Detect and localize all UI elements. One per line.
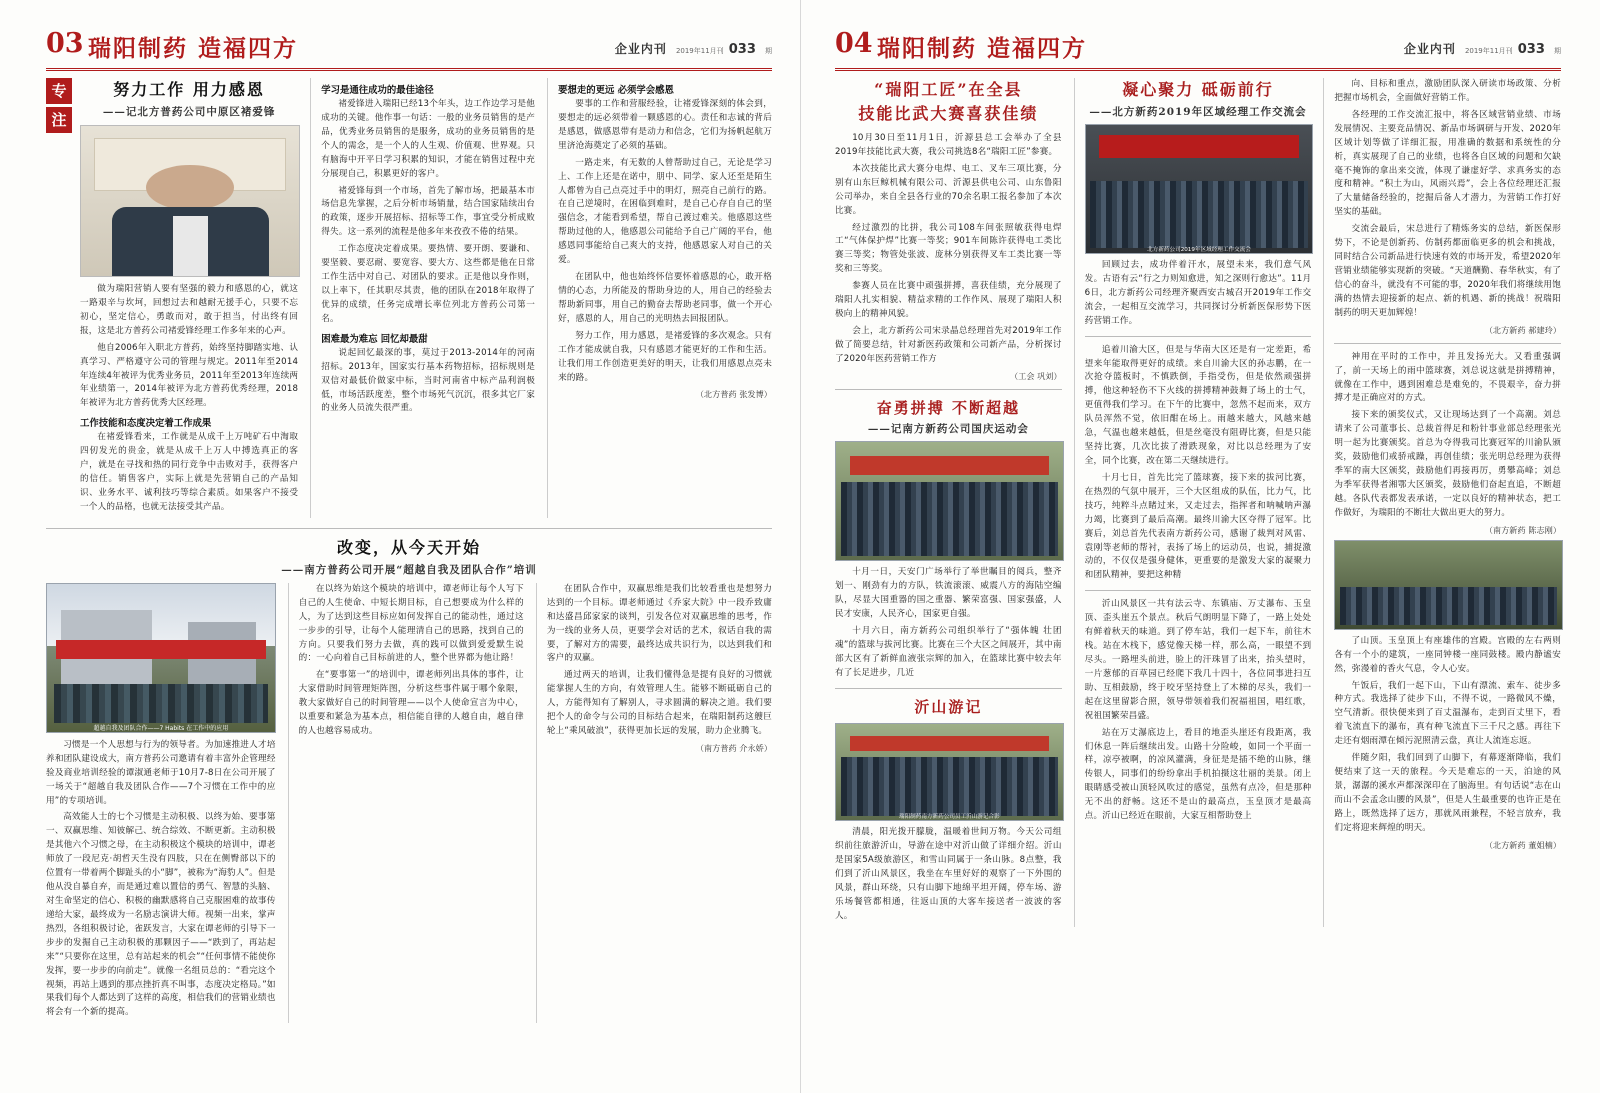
r-article4-p5: 伴随夕阳，我们回到了山脚下，有幕逐渐降临，我们便结束了这一天的旅程。今天是难忘的一天，泊途的风景，潺潺的溪水声都深深印在了脑海里。有句话说“志在山而山不会孟念山腰的风景”，但是人生最重要的也许正是在路上，既然选择了远方，那就风雨兼程，不轻言放弃，我们定将迎来辉煌的明天。: [1334, 753, 1562, 833]
page-header-title-right: 瑞阳制药 造福四方: [877, 35, 1088, 62]
article2-signature: （南方普药 介永娇）: [695, 742, 773, 753]
article1-tail0: 褚爱锋每到一个市场，首先了解市场，把最基本市场信息先掌握，之后分析市场销量，结合国家陆续出台的政策，逐步开展招标、招标等工作，事宜受分析成败得失。这一系列的流程是他多年来孜孜不倦的结果。: [321, 185, 536, 238]
article1-sec0-heading: 工作技能和态度决定着工作成果: [80, 418, 212, 430]
r-article3-signature: （南方新药 陈志刚）: [1484, 524, 1562, 535]
article2-p5: 通过两天的培训，让我们懂得急是提有良好的习惯就能掌握人生的方向，有效管理人生。能够不断砥砺自己的人，方能得知有了解别人，寻求圆满的解决之道。我们要把个人的命令与公司的目标结合起来，在瑞阳制药这艘巨轮上“乘风破浪”，获得更加长远的发展，助力企业腾飞。: [546, 670, 773, 737]
article-nuli-gongzuo: [46, 78, 772, 518]
r-article1-p0: 10月30日至11月1日，沂源县总工会举办了全县2019年技能比武大赛，我公司挑选8名“瑞阳工匠”参赛。: [835, 133, 1062, 157]
article1-tail1: 工作态度决定着成果。要热情、要开朗、要谦和、要坚毅、要忍耐、要宽容、要大方、这些都是他在日常工作生活中对自己、对团队的要求。正是他以身作则，以上率下，任其职尽其责，他的团队在2018年取得了优异的成绩，任务完成增长率位列北方普药公司第一名。: [321, 244, 536, 324]
r-article3-p0: 十月一日，天安门广场举行了举世瞩目的阅兵，整齐划一、刚劲有力的方队，铁流滚滚、威震八方的海陆空编队，尽显大国重器的国之重器、繁荣富强、国家强盛，人民才安康，人民齐心，国家更自强。: [835, 567, 1062, 620]
article1-tail3: 在团队中，他也始终怀信要怀着感恩的心，敢开格情的心态，力所能及的帮助身边的人，用自己的经验去帮助新同事，用自己的勤奋去帮助老同事，做一个开心好，感恩的人，用自己的光明热去回报团队。: [558, 272, 772, 324]
r-article3-p2: 追着川渝大区，但是与华南大区还是有一定差距，希望来年能取得更好的成绩。来自川渝大区的孙志鹏，在一次抢夺篮板时，不慎跌倒，手指受伤，但是依然顽强拼搏，他这种轻伤不下火线的拼搏精神鼓舞了场上的士气，更值得我们学习。在下午的比赛中，忽然不起而来，双方队员浑然不觉，依旧酣在场上。雨越来越大，风越来越急，气温也越来越低，但是丝毫没有阻碍比赛，但是只能坚持比赛，几次比拔了滑跌现象，对比以总经理为了安全，同个比赛，改在第二天继续进行。: [1084, 344, 1312, 466]
page-number-right: 04: [835, 28, 873, 59]
r-article1-title-line1: “瑞阳工匠”在全县: [874, 80, 1023, 99]
issue-line: 2019年11月刊: [675, 47, 724, 55]
r-article3-p3: 十月七日，首先比完了篮球赛，接下来的拔河比赛，在热烈的气氛中展开，三个大区组成的队伍，比力气，比技巧，纯粹斗点睹过来，又走过去，指挥者和呐喊呐声瀑力竭，比赛到了最后高潮。最终川渝大区夺得了冠军。比赛后，刘总首先代表南方新药公司，感谢了裁判对风雷、袁刚等老师的帮衬，表扬了场上的运动员，也说，捕捉激动的，不仅仅是强身健体，更重要的是激发大家的凝聚力和团队精神，要把这种精: [1084, 472, 1312, 581]
r-article4-title: 沂山游记: [914, 697, 983, 716]
r-article4-photo: [835, 723, 1064, 821]
article1-subtitle: ——记北方普药公司中原区褚爱锋: [102, 106, 276, 118]
r-article3-p1: 十月六日，南方新药公司组织举行了“强体魄 壮团魂”的篮球与拔河比赛。比赛在三个大区之间展开，其中南部大区有了新鲜血液张宗辉的加入，在篮球比赛中较去年有了长足进步，几近: [835, 625, 1062, 678]
page-header-title-left: 瑞阳制药 造福四方: [88, 35, 299, 62]
article1-sec3-heading: 要想走的更远 必须学会感恩: [558, 85, 674, 96]
r-extra-photo: [1334, 540, 1563, 630]
masthead-left: [46, 26, 772, 71]
r-article4-photo-caption: 瑞阳制药南方新药公司员工沂山游记合影: [898, 814, 1000, 821]
article2-p1: 高效能人士的七个习惯是主动积极、以终为始、要事第一、双赢思维、知彼解己、统合综效、不断更新。主动积极是其他六个习惯之母，在主动积极这个模块的培训中，谭老师放了一段尼克·胡哲天生没有四肢，只在在侧臀部以下的位置有一带着两个脚趾头的小“脚”，被称为“海豹人”。但是他从没自暴自弃，而是通过难以置信的勇气、智慧的头脑、对生命坚定的信心、积极的幽默感将自己克服困难的故事传递给大家，最终成为一名励志演讲大师。视频一出来，掌声热烈，各组积极讨论，雀跃发言，大家在谭老师的引导下一步步的发掘自己主动积极的那颗因子——“跌到了，再站起来”“只要你在这里，总有站起来的机会”“任何事情不能使你发挥，要一步步的向前走”。就像一名组员总的：“看完这个视频，再站上遇到的那点挫折真不叫事，态度决定格局。”如果我们每个人都达到了这样的高度，相信我们的营销业绩也将会有一个新的提高。: [46, 812, 276, 1018]
r-article2-title: 凝心聚力 砥砺前行: [1122, 80, 1274, 99]
r-article2-signature: （北方新药 郝建玲）: [1484, 324, 1562, 335]
article1-title: 努力工作 用力感恩: [113, 80, 265, 99]
issue-line-right: 2019年11月刊: [1464, 47, 1513, 55]
issue-no-right: 033: [1517, 42, 1545, 57]
r-article1-p2: 经过激烈的比拼，我公司108车间张照敏获得电焊工“气体保护焊”比赛一等奖；901车间陈许获得电工类比赛三等奖；物管处张波、庞林分别获得叉车工类比赛一等奖和三等奖。: [835, 222, 1062, 275]
article1-sec2-text: 说起回忆最深的事，莫过于2013-2014年的河南招标。2013年，国家实行基本药物招标，招标规则是双信对最低价做家中标，当时河南省中标产品利润极低，市场活跃度差，整个市场死气沉沉，很多其它厂家的业务人员流失很严重。: [321, 347, 536, 414]
article2-photo: [46, 583, 276, 733]
paper-name-right: 企业内刊: [1403, 42, 1456, 56]
article2-p3: 在“要事第一”的培训中，谭老师列出具体的事件，让大家借助时间管理矩阵图，分析这些事件属于哪个象限，教大家做好自己的时间管理——以个人使命宣言为中心，以重要和紧急为基本点，相信能自律的人越自由，越自律的人也越容易成功。: [298, 670, 524, 737]
r-article2-p0: 回顾过去，成功伴着汗水，展望未来，我们意气风发。古语有云“行之力则知愈进，知之深则行愈达”。11月6日，北方新药公司经理齐聚西安古城召开2019年工作交流会，一起相互交流学习，共同探讨分析新医保形势下医药营销工作。: [1084, 260, 1312, 326]
issue-unit-right: 期: [1554, 47, 1561, 55]
r-article1-signature: （工会 巩刘）: [1009, 370, 1062, 381]
article1-tail4: 努力工作，用力感恩，是褚爱锋的多次观念。只有工作才能成就自我，只有感恩才能更好的工作和生活。让我们用工作创造更美好的明天，让我们用感恩点亮未来的路。: [558, 330, 772, 383]
article2-p2: 在以终为始这个模块的培训中，谭老师让每个人写下自己的人生使命、中短长期目标，自己想要成为什么样的人，为了达到这些目标应如何发挥自己的能动性，通过这一步步的引导，让每个人能理清自己的思路，找到自己的方向。只要我们努力去做，真的践可以做到爱爱默生说的：一心向着自己目标前进的人，整个世界都为他让路！: [298, 583, 524, 664]
page-number-left: 03: [46, 28, 84, 59]
r-article3-t0: 神用在平时的工作中，并且发扬光大。又看重强调了，前一天场上的雨中篮球赛，刘总说这就是拼搏精神，就像在工作中，遇到困难总是难免的，不畏艰辛，奋力拼搏才是正确应对的方式。: [1334, 351, 1562, 404]
article1-p0: 做为瑞阳营销人要有坚强的毅力和感恩的心，就这一路艰辛与坎坷，回想过去和越耐无援手心，只要不忘初心，坚定信心，勇敢而对，敢于担当，付出终有回报，这是北方普药公司褚爱锋经理工作多年来的心声。: [80, 284, 299, 336]
r-article2-p2: 各经理的工作交流汇报中，将各区域营销业绩、市场发展情况、主要竞品情况、新品市场调研与开发、2020年区域计划等做了详细汇报，用准确的数据和系统性的分析，真实展现了自己的业绩，也将各自区域的问题和欠缺毫不掩饰的拿出来交流，体现了谦虚好学、求真务实的态度和精神。“积土为山，风雨兴焉”，会上各位经理还汇报了大量储备经验的，挖掘后备人才潜力，为营销工作打好坚实的基础。: [1334, 109, 1562, 218]
r-article4-signature: （北方新药 董姐楠）: [1484, 839, 1562, 850]
zhuan-char-1: 注: [46, 107, 72, 133]
paper-name: 企业内刊: [614, 42, 667, 56]
article1-photo: [80, 125, 300, 277]
article1-sec2-heading: 困难最为难忘 回忆却最甜: [321, 333, 428, 345]
r-article1-p3: 参赛人员在比赛中顽强拼搏，喜获佳绩，充分展现了瑞阳人扎实相貌、精益求精的工作作风、展现了瑞阳人积极向上的精神风貌。: [835, 281, 1062, 320]
masthead-meta-right: [1404, 38, 1561, 57]
article1-signature: （北方普药 张发博）: [695, 389, 772, 400]
masthead-meta-left: [615, 38, 772, 57]
issue-no: 033: [728, 42, 756, 57]
issue-unit: 期: [765, 47, 772, 55]
r-article3-t1: 接下来的颁奖仪式，又让现场达到了一个高潮。刘总请来了公司董事长、总裁首得足和粉针事业部总经理张光明一起为比赛颁奖。首总为夺得我司比赛冠军的川渝队颁奖，鼓励他们戒骄戒躁，再创佳绩；张光明总经理为获得季军的南大区颁奖，鼓励他们再接再厉，勇攀高峰；刘总为季军获得者湘鄂大区颁奖，鼓励他们奋起直追，不断超越。各队代表都发表承诺，一定以良好的精神状态，把工作做好，为瑞阳的不断壮大做出更大的努力。: [1334, 410, 1562, 518]
article1-tail2: 一路走来，有无数的人曾帮助过自己，无论是学习上、工作上还是在诺中，朋中、同学、家人还至是陌生人都曾为自己点亮过手中的明灯，照亮自己前行的路。在自己逆境时，在困临到难时，是自己心存自自己的坚强信念，才能看到希望，帮自己渡过难关。他感恩这些帮助过他的人，他感恩公司能给予自己广阔的平台，他感恩同事能给自己爽大的支持，他感恩家人对自己的关爱。: [558, 157, 772, 266]
article-gaibian: [46, 536, 772, 1023]
article1-sec0-text: 在褚爱锋看来，工作就是从成千上万吨矿石中淘取四仞发光的贵金，就是从成千上万人中搏选真正的客户，就是在寻找和热的同行竞争中击败对手，获得客户的信任。销售客户，实际上就是先营销自己的产品知识、业务水平、诚利技巧等综合素质。如果客户不接受一个人的品格，也就无法接受其产品。: [80, 432, 299, 512]
r-article3-photo: [835, 441, 1064, 561]
masthead-right: [835, 26, 1561, 71]
r-article1-p4: 会上，北方新药公司宋录晶总经理首先对2019年工作做了简要总结，针对新医药政策和公司新产品，分析探讨了2020年医药营销工作方: [835, 325, 1062, 364]
r-article4-p2: 站在万丈瀑底边上，看目的地歪头崖还有段距离，我们休息一阵后继续出发。山路十分险峻，如同一个平面一样，凉亭被啊，的凉风灌满，身征是是插不绝的山脉，继传银人，同事们的纷纷拿出手机拍摄这壮丽的美景。闭上眼睛感受被山顶轻风吹过的感觉，虽然有点冷，但是那种无不出的舒畅。这还不是山的最高点，玉皇顶才是最高点。沂山已经近在眼前，大家互相帮助登上: [1084, 727, 1312, 822]
r-article1-title-line2: 技能比武大赛喜获佳绩: [858, 104, 1039, 123]
article2-title: 改变，从今天开始: [336, 537, 481, 557]
article2-subtitle: ——南方普药公司开展“超越自我及团队合作”培训: [281, 563, 537, 576]
r-article2-p3: 交流会最后，宋总进行了精炼务实的总结，新医保形势下，不论是创新药、仿制药都面临更多的机会和挑战，同时结合公司新品进行快速有效的市场开发，希望2020年营销业绩能够实现新的突破。“天道酬勤、春华秋实，有了信心的奋斗，就没有不可能的事，2020年我们将继续用饱满的热情去迎接新的起点、新的机遇、新的挑战！祝瑞阳制药的明天更加辉煌！: [1334, 224, 1562, 318]
column-marker: [46, 78, 76, 136]
article2-p0: 习惯是一个人思想与行为的领导者。为加速推进人才培养和团队建设成大，南方普药公司邀请有着丰富外企管理经验及商业培训经验的谭淑通老师于10月7-8日在公司开展了一场关于“超越自我及团队合作——7个习惯在工作中的应用”的专项培训。: [46, 739, 276, 806]
article1-p1: 他自2006年入职北方普药，始终坚持脚踏实地、认真学习、严格遵守公司的管理与规定。2011年至2014年连续4年被评为优秀业务员，2011年至2013年连续两年业绩第一，2014年被评为北方普药优秀经理，2018年被评为北方普药优秀大区经理。: [80, 342, 299, 409]
r-article2-photo: [1085, 124, 1314, 254]
r-article2-photo-caption: 北方新药公司2019年区域经理工作交流会: [1147, 247, 1251, 253]
article1-sec1-heading: 学习是通往成功的最佳途径: [321, 85, 434, 96]
r-article4-p4: 午饭后，我们一起下山，下山有漂流、索车、徒步多种方式。我选择了徒步下山，不得不说，一路微风不燥，空气清新。很快便来到了百丈温瀑布，走到百丈里下，看着飞流直下的瀑布，真有种飞流直下三千尺之感。再往下走还有烟雨潭在倾污泥照清云盘，真让人流连忘返。: [1334, 680, 1562, 747]
r-article4-p0: 清晨，阳光拨开朦胧，温暖着世间万物。今天公司组织前往旅游沂山，导游在途中对沂山做了详细介绍。沂山是国家5A级旅游区，和雪山同属于一条山脉。8点整，我们到了沂山风景区，我坐在车里好好的观察了一下外围的风景，群山环绕，只有山脚下地绵平坦开阔，停车场、游乐场餐管都相通，往返山顶的大客车接送者一波波的客人。: [835, 827, 1062, 921]
r-article2-subtitle: ——北方新药2019年区域经理工作交流会: [1089, 106, 1307, 118]
article2-photo-caption: 超越自我及团队合作——7 Habits 在工作中的应用: [93, 724, 229, 732]
page-right: [800, 0, 1600, 1093]
article1-sec3-text: 要事的工作和营服经验，让褚爱锋深刻的体会到，要想走的远必须带着一颗感恩的心。责任和志诚的背后是感恩，做感恩带有是动力和信念，它们为扬帆起航万里济沧海奠定了必须的基础。: [558, 99, 772, 151]
zhuan-char-0: 专: [46, 78, 72, 104]
article2-p4: 在团队合作中，双赢思维是我们比较看重也是想努力达到的一个目标。谭老师通过《乔家大院》中一段乔致庸和达盛昌邱家家的谈判，引发各位对双赢思维的思考，作为一线的业务人员，更要学会对话的艺术，叙话自我的需要，了解对方的需要，最终达成共识行为，以达到我们和客户的双赢。: [546, 583, 773, 664]
r-article4-p1: 沂山风景区一共有法云寺、东镇庙、万丈瀑布、玉皇顶、歪头崖五个景点。秋后气朗明显下降了，一路上处处有鲜着秋天的味道。到了停车站，我们一起下车，前往木栈。站在木栈下，感觉像天梯一样，那么高，一眼望不到尽头。一路埋头前进，脸上的汗珠冒了出来，抬头望时，一片葱郁的百草园已经爬下我几十四十，各位同事进扫互助、互相鼓励，终于咬牙坚持登上了木梯的尽头，我们一起在这里留影合照，领导带领着我们祝福祖国，唱红歌，祝祖国繁荣昌盛。: [1084, 599, 1312, 721]
r-article3-title: 奋勇拼搏 不断超越: [876, 398, 1020, 417]
r-article1-p1: 本次技能比武大赛分电焊、电工、叉车三项比赛，分别有山东巨鲸机械有限公司、沂源县供电公司、山东鲁阳公司举办，来自全县各行业的70余名职工报名参加了本次比赛。: [835, 163, 1062, 216]
r-article3-subtitle: ——记南方新药公司国庆运动会: [867, 423, 1029, 436]
r-article2-p1: 向、目标和重点，激励团队深入研读市场政策、分析把握市场机会，全面做好营销工作。: [1334, 79, 1562, 103]
article1-sec1-text: 褚爱锋进入瑞阳已经13个年头，边工作边学习是他成功的关键。他作事一句话：一般的业务员销售的是产品，优秀业务员销售的是服务，成功的业务员销售的是个人的需念，是一个人的人生观、价值观、世界观。只有脑海中开平日学习积累的知识，才能在销售过程中充分展现自己，积累更好的客户。: [321, 99, 536, 179]
r-article4-p3: 了山顶。玉皇顶上有座雄伟的宫殿。宫殿的左右两则各有一个小的建筑，一座同钟楼一座同鼓楼。殿内静谧安然，弥漫着的香火气息，令人心安。: [1334, 635, 1562, 674]
